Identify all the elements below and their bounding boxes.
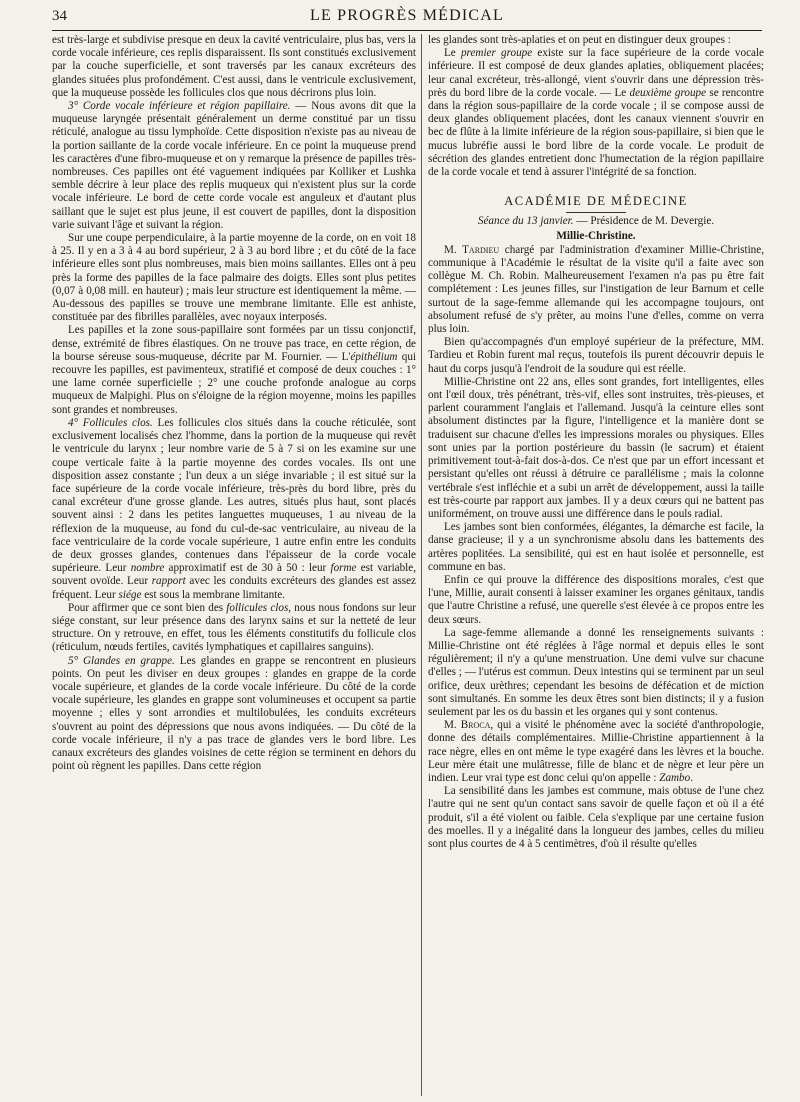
session-line: Séance du 13 janvier. — Présidence de M. Devergie.	[477, 215, 715, 228]
paragraph: Sur une coupe perpendiculaire, à la partie moyenne de la corde, on en voit 18 à 25. Il y en a 3 à 4 au bord supérieur, 2 à 3 au bord libre ; et du côté de la face inférieure elles sont plus nombreuses, mais bien moins saillantes. Elles ont à peu près la forme des papilles de la face palmaire des doigts. Elles sont plus petites (0,07 à 0,08 mill. en hauteur) ; mais leur structure est identiquement la même. — Au-dessous des papilles se trouve une membrane limitante. Elle est anhiste, constituée par des fibrilles parallèles, avec noyaux interposés.	[52, 232, 416, 324]
paragraph: Pour affirmer que ce sont bien des follicules clos, nous nous fondons sur leur siége constant, sur leur présence dans des larynx sains et sur la netteté de leur structure. On y retrouve, en effet, tous les éléments constitutifs du follicule clos (réticulum, nœuds fertiles, cavités lymphatiques et capillaires sanguins).	[52, 601, 416, 654]
paragraph: Les papilles et la zone sous-papillaire sont formées par un tissu conjonctif, dense, extrémité de fibres élastiques. On ne trouve pas trace, en cette région, de la bourse séreuse sous-muqueuse, décrite par M. Fournier. — L'épithélium qui recouvre les papilles, est pavimenteux, stratifié et composé de deux couches : 1° une lame cornée superficielle ; 2° une couche profonde analogue au corps muqueux de Malpighi. Plus on s'éloigne de la région moyenne, moins les papilles sont grandes et nombreuses.	[52, 324, 416, 416]
section-rule	[566, 212, 626, 213]
right-column	[428, 34, 764, 1096]
paragraph: La sensibilité dans les jambes est commune, mais obtuse de l'une chez l'autre qui ne sent qu'un contact sans savoir de quelle façon et où il a été produit, s'il a été violent ou faible. Cela s'explique par une certaine fusion des moelles. Il y a inégalité dans la longueur des jambes, celles du milieu sont plus courtes de 4 à 5 centimètres, d'où il résulte qu'elles	[428, 785, 764, 850]
journal-title: LE PROGRÈS MÉDICAL	[309, 7, 505, 24]
section-lead: 5° Glandes en grappe.	[68, 654, 175, 667]
page-header	[52, 4, 762, 30]
paragraph: 3° Corde vocale inférieure et région papillaire. — Nous avons dit que la muqueuse laryngée présentait généralement un derme constitué par un tissu réticulé, analogue au tissu lymphoïde. Cette disposition n'existe pas au niveau de la portion saillante de la corde vocale inférieure. En ce point la muqueuse prend les caractères d'une fibro-muqueuse et on y remarque la présence de papilles très-nombreuses. Ces papilles ont été vaguement indiquées par Kolliker et Lushka semble décrire à leur place des replis muqueux qui n'existent plus sur la corde vocale inférieure. Le bord de cette corde vocale est anguleux et d'autant plus saillant que le sujet est plus jeune, il est couvert de papilles, dont la disposition varie suivant l'âge et suivant la région.	[52, 100, 416, 231]
paragraph: Les jambes sont bien conformées, élégantes, la démarche est facile, la danse gracieuse; il y a un synchronisme absolu dans les battements des artères poplitées. La sensibilité, qui est en haut isolée et personnelle, est commune en bas.	[428, 521, 764, 573]
paragraph: les glandes sont très-aplaties et on peut en distinguer deux groupes :	[428, 34, 731, 46]
paragraph: est très-large et subdivise presque en deux la cavité ventriculaire, plus bas, vers la corde vocale inférieure, ces replis disparaissent. Ils sont constitués exclusivement par la couche superficielle, et sont traversés par les canaux excréteurs des glandes situées plus profondément. C'est aussi, dans le ventricule exclusivement, que la muqueuse possède les follicules clos que nous décrirons plus loin.	[52, 34, 416, 99]
page-number: 34	[52, 8, 67, 24]
paragraph: M. Tardieu chargé par l'administration d'examiner Millie-Christine, communique à l'Académie le résultat de la visite qu'il a faite avec son collègue M. Ch. Robin. Malheureusement l'examen n'a pas pu être fait complétement : Les jeunes filles, sur l'instigation de leur Barnum et celle surtout de la sage-femme allemande qui les accompagne toujours, ont absolument refusé de s'y prêter, au moins l'une d'elles, comme on verra plus loin.	[428, 243, 764, 336]
section-lead: 4° Follicules clos.	[68, 416, 153, 429]
paragraph: Millie-Christine ont 22 ans, elles sont grandes, fort intelligentes, elles ont l'œil doux, très pénétrant, très-vif, elles sont instruites, très-pieuses, et parlent couramment l'anglais et l'allemand. Jusqu'à la ceinture elles sont absolument distinctes par la figure, l'intelligence et la manière dont se traduisent sur chacune d'elles les impressions morales ou physiques. Elles sont unies par la portion postérieure du bassin (le sacrum) et étaient primitivement tout-à-fait dos-à-dos. Ce n'est que par un effort incessant et persistant qu'elles ont réussi à détruire ce parallélisme ; mais la colonne vertébrale s'est infléchie et a subi un arrêt de développement, aussi la taille est très-courte par rapport aux jambes. Il y a deux cœurs qui ne battent pas uniformément, on trouve aussi une différence dans le pouls radial.	[428, 375, 764, 520]
column-divider	[421, 34, 422, 1096]
paragraph: Enfin ce qui prouve la différence des dispositions morales, c'est que l'une, Millie, aurait consenti à laisser examiner les organes génitaux, tandis que l'autre Christine a refusé, une querelle s'est élevée à ce propos entre les deux sœurs.	[428, 573, 764, 626]
section-title: ACADÉMIE DE MÉDECINE	[504, 194, 688, 209]
paragraph: Bien qu'accompagnés d'un employé supérieur de la préfecture, MM. Tardieu et Robin furent mal reçus, toutefois ils purent découvrir depuis le haut du corps jusqu'à l'endroit de la soudure qui est réelle.	[428, 336, 764, 375]
left-column	[52, 34, 416, 1096]
section-lead: 3° Corde vocale inférieure et région papillaire.	[68, 100, 291, 113]
paragraph: La sage-femme allemande a donné les renseignements suivants : Millie-Christine ont été réglées à l'âge normal et depuis elles le sont régulièrement; il n'y a qu'une menstruation. Une demi vulve sur chacune d'elles ; — l'utérus est commun. Deux intestins qui se terminent par un seul orifice, deux urèthres; cependant les besoins de défécation et de miction sont simultanés. En somme les deux êtres sont bien distincts; il y a fusion seulement par les os du bassin et les organes qui y sont contenus.	[428, 626, 764, 718]
header-rule	[52, 30, 762, 31]
paragraph: 4° Follicules clos. Les follicules clos situés dans la couche réticulée, sont exclusivement localisés chez l'homme, dans la portion de la muqueuse qui revêt le ventricule du larynx ; leur nombre varie de 5 à 7 si on les examine sur une coupe verticale faite à la partie moyenne des cordes vocales. Ils ont une disposition assez constante ; l'un deux a un siége invariable ; il est situé sur la face supérieure de la corde vocale inférieure, très-près du bord libre, près du canal excréteur d'une grosse glande. Les autres, situés plus haut, sont placés souvent ainsi : 2 dans les petites languettes muqueuses, 1 au niveau de la réflexion de la muqueuse, au fond du cul-de-sac ventriculaire, au niveau de la face ventriculaire de la corde vocale supérieure, 1 autre enfin entre les conduits de deux grosses glandes, contenues dans l'épaisseur de la corde vocale supérieure. Leur nombre approximatif est de 30 à 50 : leur forme est variable, souvent ovoïde. Leur rapport avec les conduits excréteurs des glandes est assez fréquent. Leur siége est sous la membrane limitante.	[52, 416, 416, 601]
paragraph: Le premier groupe existe sur la face supérieure de la corde vocale inférieure. Il est composé de deux glandes aplaties, obliquement placées; leur canal excréteur, très-allongé, vient s'ouvrir dans une dépression très-près du bord libre de la corde vocale. — Le deuxième groupe se rencontre dans la région sous-papillaire de la corde vocale ; il se compose aussi de deux glandes obliquement placées, dont les canaux viennent s'ouvrir en bec de flûte à la limite inférieure de la région sous-papillaire, si bien que le mucus lubréfie aussi le bord libre de la corde vocale. Le produit de sécrétion des glandes entretient donc l'humectation de la région papillaire de la corde vocale et tend à assurer l'intégrité de sa fonction.	[428, 47, 764, 179]
subheading: Millie-Christine.	[556, 229, 636, 242]
paragraph: M. Broca, qui a visité le phénomène avec la société d'anthropologie, donne des détails complémentaires. Millie-Christine appartiennent à la race nègre, elles en ont même le type exagéré dans les lèvres et la bouche. Leur mère était une mulâtresse, fille de blanc et de nègre et leur père un indien. Leur vrai type est donc celui qu'on appelle : Zambo.	[428, 719, 764, 784]
paragraph: 5° Glandes en grappe. Les glandes en grappe se rencontrent en plusieurs points. On peut les diviser en deux groupes : glandes en grappe de la corde vocale supérieure, et glandes de la corde vocale inférieure. Du côté de la corde vocale supérieure, les glandes en grappe sont volumineuses et occupent sa partie moyenne ; elles y sont arrondies et multilobulées, les conduits excréteurs s'ouvrent au point des dépressions que nous avons indiquées. — Du côté de la corde vocale inférieure, il n'y a pas trace de glandes vers le bord libre. Les canaux excréteurs des glandes voisines de cette région se terminent en dehors du point où règnent les papilles. Dans cette région	[52, 654, 416, 773]
